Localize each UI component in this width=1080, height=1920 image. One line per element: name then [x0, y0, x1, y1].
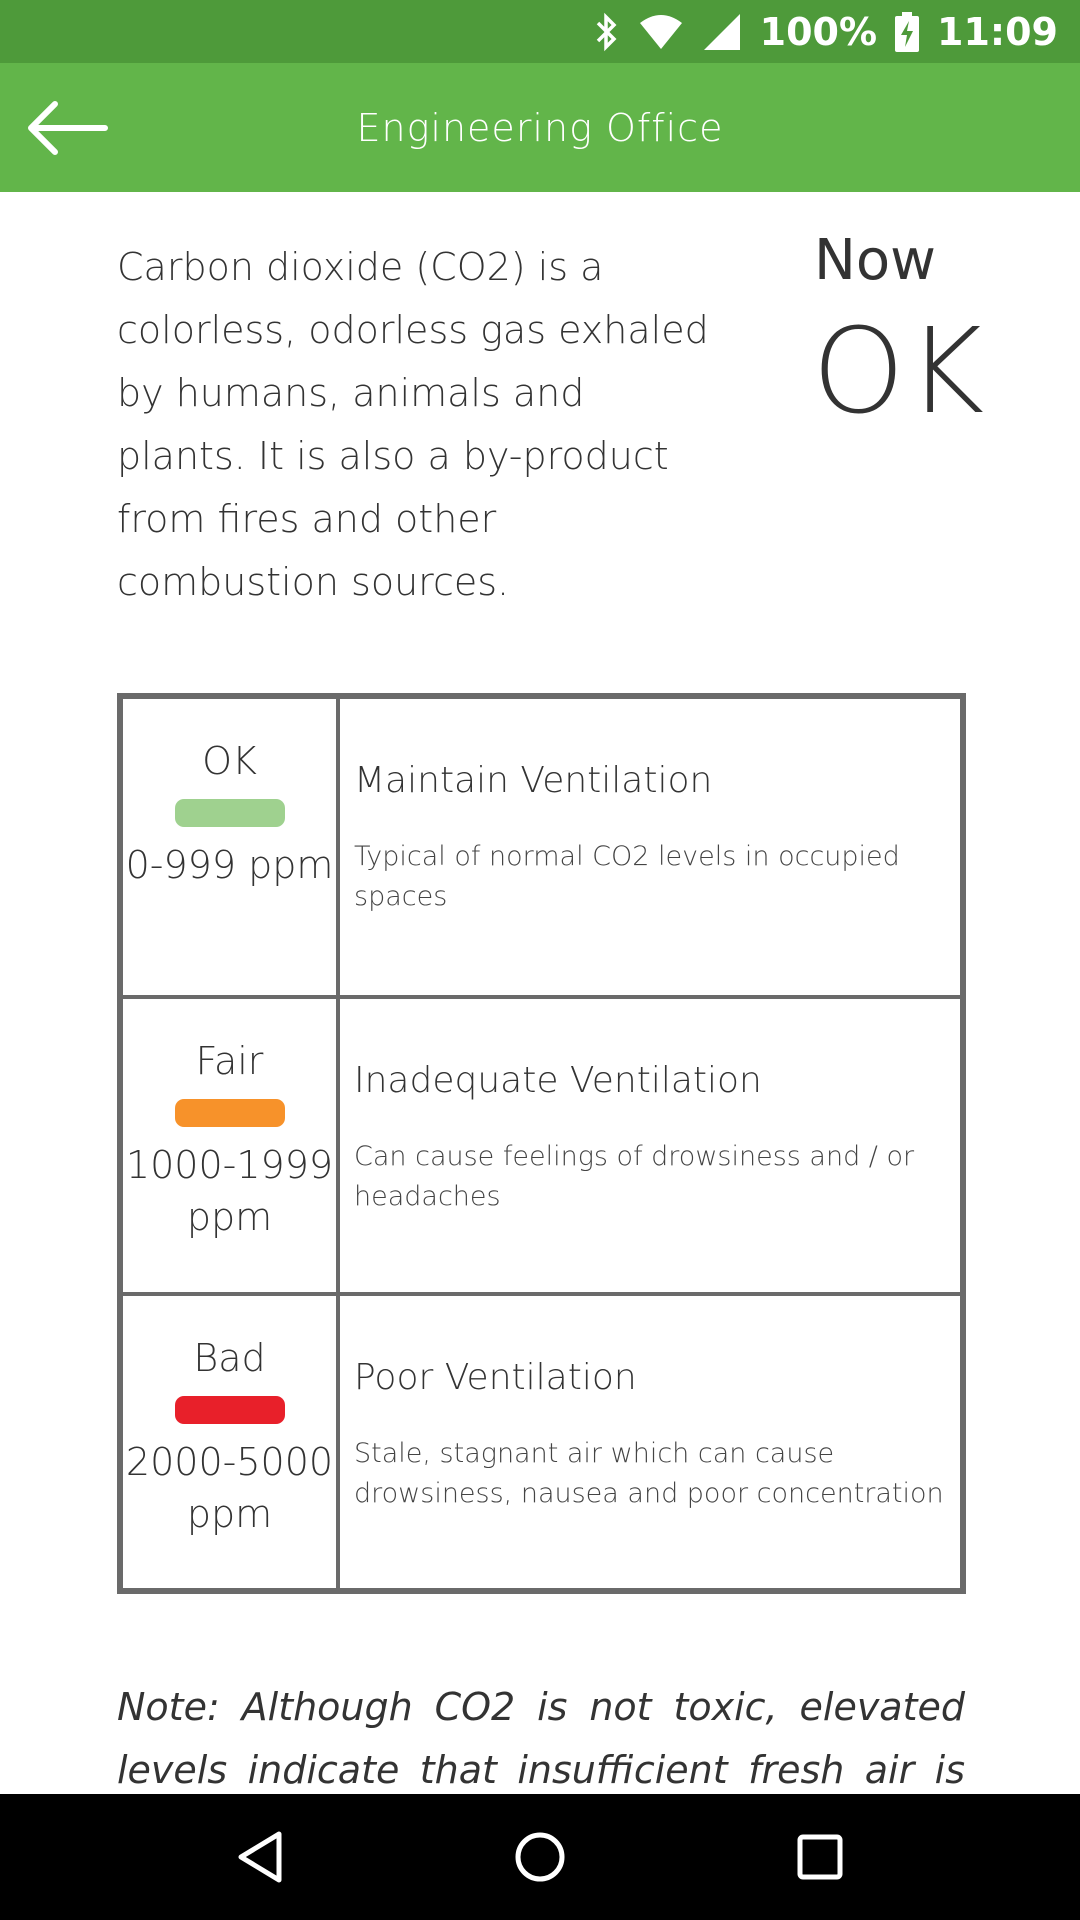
level-color-swatch: [175, 1099, 285, 1127]
recents-square-icon: [796, 1833, 844, 1881]
home-circle-icon: [513, 1830, 567, 1884]
signal-icon: [702, 12, 742, 52]
system-nav-bar: [0, 1794, 1080, 1920]
status-bar: [0, 0, 1080, 63]
level-description: Typical of normal CO2 levels in occupied spaces: [354, 841, 900, 912]
page-title: Engineering Office: [356, 105, 724, 150]
level-description: Can cause feelings of drowsiness and / or headaches: [354, 1141, 915, 1212]
battery-percent: 100%: [759, 9, 878, 54]
nav-home-button[interactable]: [500, 1817, 580, 1897]
level-title: Maintain Ventilation: [354, 760, 713, 801]
co2-description: Carbon dioxide (CO2) is a colorless, odorless gas exhaled by humans, animals and plants. It is also a by-product from fires and other combustion sources.: [117, 245, 709, 604]
nav-recents-button[interactable]: [780, 1817, 860, 1897]
level-info: [340, 1296, 960, 1592]
level-color-swatch: [175, 1396, 285, 1424]
battery-charging-icon: [895, 12, 919, 52]
level-cell: [123, 699, 340, 995]
level-range: 2000-5000 ppm: [125, 1440, 334, 1536]
level-description: Stale, stagnant air which can cause drowsiness, nausea and poor concentration: [354, 1438, 944, 1509]
level-row-fair: [123, 999, 960, 1295]
level-range: 1000-1999 ppm: [125, 1143, 334, 1239]
level-title: Poor Ventilation: [354, 1357, 637, 1398]
current-status-value: OK: [812, 302, 987, 440]
level-name: OK: [202, 739, 257, 783]
co2-note: Note: Although CO2 is not toxic, elevated levels indicate that insufficient fresh air is: [117, 1685, 965, 1792]
level-row-ok: [123, 699, 960, 995]
bluetooth-icon: [594, 12, 620, 52]
level-range: 0-999 ppm: [125, 843, 334, 887]
back-triangle-icon: [235, 1830, 285, 1884]
level-cell: [123, 999, 340, 1295]
level-info: [340, 699, 960, 995]
level-name: Fair: [195, 1039, 264, 1083]
nav-back-button[interactable]: [220, 1817, 300, 1897]
level-title: Inadequate Ventilation: [354, 1060, 762, 1101]
wifi-icon: [638, 13, 684, 51]
level-color-swatch: [175, 799, 285, 827]
level-info: [340, 999, 960, 1295]
levels-table: [117, 693, 966, 1594]
clock: 11:09: [937, 9, 1058, 54]
app-bar: [0, 63, 1080, 192]
level-cell: [123, 1296, 340, 1592]
now-label: Now: [814, 228, 936, 293]
level-row-bad: [123, 1296, 960, 1592]
level-name: Bad: [193, 1336, 266, 1380]
content-area[interactable]: [0, 192, 1080, 1794]
